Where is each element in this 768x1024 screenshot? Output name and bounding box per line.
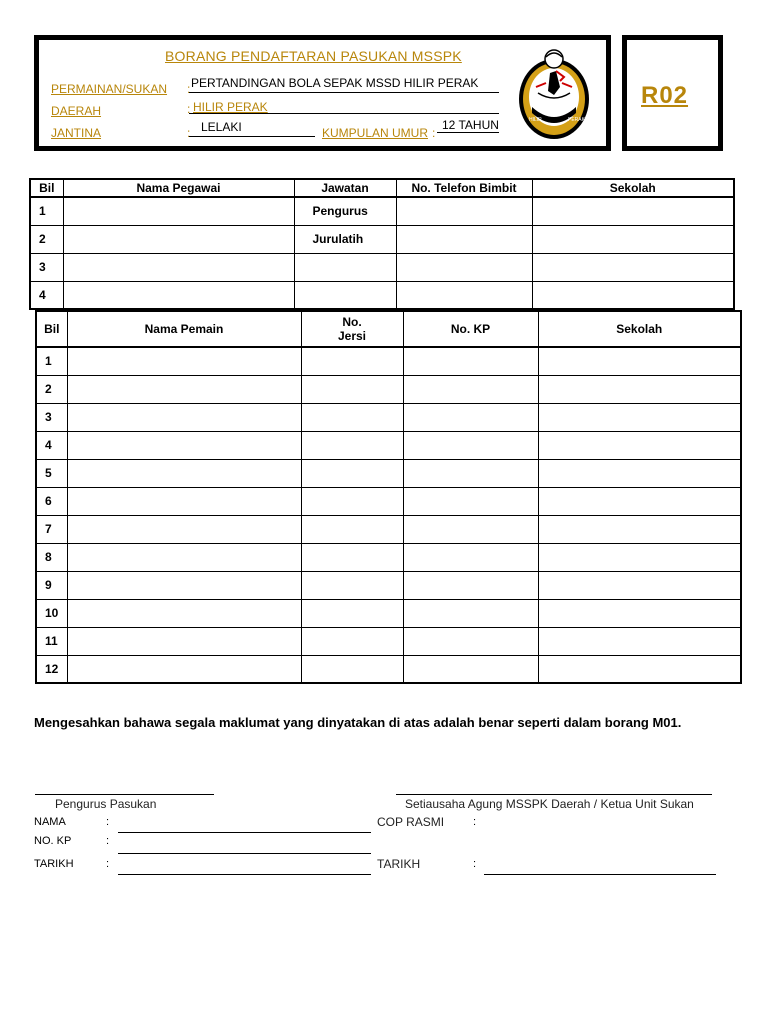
table-row — [30, 253, 734, 281]
jawatan-cell: Jurulatih — [294, 225, 396, 253]
colon: : — [106, 816, 110, 828]
sekolah-cell[interactable] — [532, 281, 734, 309]
row-number: 10 — [36, 599, 67, 627]
telefon-cell[interactable] — [396, 253, 532, 281]
no-jersi-cell[interactable] — [301, 543, 403, 571]
no-kp-cell[interactable] — [403, 403, 538, 431]
table-row — [36, 543, 741, 571]
header-sekolah: Sekolah — [532, 179, 734, 197]
colon: : — [187, 82, 191, 96]
colon: : — [106, 835, 110, 847]
confirmation-text: Mengesahkan bahawa segala maklumat yang dinyatakan di atas adalah benar seperti dalam borang M01. — [34, 715, 682, 730]
sekolah-cell[interactable] — [532, 225, 734, 253]
officials-table — [29, 178, 735, 310]
header-bil: Bil — [36, 311, 67, 347]
table-row — [36, 515, 741, 543]
no-kp-cell[interactable] — [403, 347, 538, 375]
telefon-cell[interactable] — [396, 197, 532, 225]
kumpulan-umur-value: 12 TAHUN — [442, 118, 499, 132]
nama-pemain-cell[interactable] — [67, 375, 301, 403]
no-kp-cell[interactable] — [403, 431, 538, 459]
row-number: 1 — [30, 197, 63, 225]
table-row — [30, 281, 734, 309]
row-number: 3 — [30, 253, 63, 281]
table-row — [30, 225, 734, 253]
nama-label: NAMA — [34, 816, 66, 828]
sekolah-cell[interactable] — [532, 253, 734, 281]
crest-text-left: HILIR — [529, 117, 542, 123]
signature-line-left — [35, 794, 214, 795]
nokp-label: NO. KP — [34, 835, 72, 847]
jantina-label: JANTINA — [51, 126, 102, 140]
nama-pemain-cell[interactable] — [67, 431, 301, 459]
form-code-box — [622, 35, 723, 151]
jantina-value: LELAKI — [201, 120, 242, 134]
table-row — [36, 431, 741, 459]
nama-pegawai-cell[interactable] — [63, 281, 294, 309]
table-header-row — [30, 179, 734, 197]
jawatan-cell: Pengurus — [294, 197, 396, 225]
sekolah-cell[interactable] — [538, 403, 741, 431]
no-kp-cell[interactable] — [403, 627, 538, 655]
header-nama-pegawai: Nama Pegawai — [63, 179, 294, 197]
form-code: R02 — [641, 82, 689, 109]
no-jersi-cell[interactable] — [301, 599, 403, 627]
tarikh-field-right[interactable] — [484, 874, 716, 875]
nokp-field[interactable] — [118, 853, 371, 854]
no-jersi-cell[interactable] — [301, 515, 403, 543]
daerah-label: DAERAH — [51, 104, 102, 118]
row-number: 1 — [36, 347, 67, 375]
colon: : — [473, 858, 477, 870]
form-title: BORANG PENDAFTARAN PASUKAN MSSPK — [165, 48, 462, 64]
row-number: 6 — [36, 487, 67, 515]
nama-pemain-cell[interactable] — [67, 571, 301, 599]
header-jawatan: Jawatan — [294, 179, 396, 197]
sekolah-cell[interactable] — [538, 459, 741, 487]
nama-pemain-cell[interactable] — [67, 515, 301, 543]
table-row — [36, 487, 741, 515]
no-kp-cell[interactable] — [403, 599, 538, 627]
nama-pemain-cell[interactable] — [67, 487, 301, 515]
tarikh-label-left: TARIKH — [34, 858, 74, 870]
table-row — [36, 375, 741, 403]
nama-pegawai-cell[interactable] — [63, 197, 294, 225]
sekolah-cell[interactable] — [538, 375, 741, 403]
colon: : — [473, 816, 477, 828]
sekolah-cell[interactable] — [538, 431, 741, 459]
header-nama-pemain: Nama Pemain — [67, 311, 301, 347]
no-jersi-cell[interactable] — [301, 487, 403, 515]
no-kp-cell[interactable] — [403, 487, 538, 515]
colon: : — [187, 126, 191, 140]
no-kp-cell[interactable] — [403, 655, 538, 683]
row-number: 2 — [30, 225, 63, 253]
row-number: 2 — [36, 375, 67, 403]
nama-pemain-cell[interactable] — [67, 655, 301, 683]
no-jersi-cell[interactable] — [301, 431, 403, 459]
row-number: 4 — [30, 281, 63, 309]
telefon-cell[interactable] — [396, 225, 532, 253]
table-row — [36, 459, 741, 487]
row-number: 5 — [36, 459, 67, 487]
table-row — [36, 627, 741, 655]
sekolah-cell[interactable] — [538, 543, 741, 571]
table-row — [36, 655, 741, 683]
table-row — [36, 599, 741, 627]
sekolah-cell[interactable] — [538, 487, 741, 515]
header-sekolah: Sekolah — [538, 311, 741, 347]
nama-pegawai-cell[interactable] — [63, 225, 294, 253]
sekolah-cell[interactable] — [538, 627, 741, 655]
crest-text-right: PERAK — [568, 117, 585, 123]
colon: : — [106, 858, 110, 870]
colon: : — [432, 126, 436, 140]
nama-pemain-cell[interactable] — [67, 403, 301, 431]
no-jersi-cell[interactable] — [301, 571, 403, 599]
header-no-kp: No. KP — [403, 311, 538, 347]
no-kp-cell[interactable] — [403, 515, 538, 543]
row-number: 7 — [36, 515, 67, 543]
row-number: 4 — [36, 431, 67, 459]
row-number: 3 — [36, 403, 67, 431]
sekolah-cell[interactable] — [532, 197, 734, 225]
signature-line-right — [396, 794, 712, 795]
sekolah-cell[interactable] — [538, 599, 741, 627]
table-row — [36, 403, 741, 431]
no-jersi-cell[interactable] — [301, 655, 403, 683]
nama-pemain-cell[interactable] — [67, 347, 301, 375]
no-jersi-cell[interactable] — [301, 347, 403, 375]
kumpulan-umur-label: KUMPULAN UMUR — [322, 126, 429, 140]
table-row — [36, 571, 741, 599]
sekolah-cell[interactable] — [538, 655, 741, 683]
jawatan-cell[interactable] — [294, 253, 396, 281]
telefon-cell[interactable] — [396, 281, 532, 309]
table-header-row — [36, 311, 741, 347]
row-number: 11 — [36, 627, 67, 655]
cop-rasmi-label: COP RASMI — [377, 815, 445, 829]
sekolah-cell[interactable] — [538, 515, 741, 543]
row-number: 8 — [36, 543, 67, 571]
nama-pemain-cell[interactable] — [67, 459, 301, 487]
players-table — [35, 310, 742, 684]
header-bil: Bil — [30, 179, 63, 197]
crest-logo — [516, 47, 592, 143]
daerah-value: HILIR PERAK — [193, 100, 268, 114]
permainan-label: PERMAINAN/SUKAN — [51, 82, 168, 96]
no-jersi-cell[interactable] — [301, 459, 403, 487]
jawatan-cell[interactable] — [294, 281, 396, 309]
table-row — [36, 347, 741, 375]
nama-pegawai-cell[interactable] — [63, 253, 294, 281]
pengurus-title: Pengurus Pasukan — [55, 797, 157, 811]
no-jersi-cell[interactable] — [301, 375, 403, 403]
nama-pemain-cell[interactable] — [67, 627, 301, 655]
tarikh-field-left[interactable] — [118, 874, 371, 875]
colon: : — [187, 102, 191, 116]
nama-field[interactable] — [118, 832, 371, 833]
sekolah-cell[interactable] — [538, 571, 741, 599]
header-no-jersi: No. Jersi — [301, 311, 403, 347]
sekolah-cell[interactable] — [538, 347, 741, 375]
setiausaha-title: Setiausaha Agung MSSPK Daerah / Ketua Unit Sukan — [405, 797, 694, 811]
row-number: 9 — [36, 571, 67, 599]
header-telefon: No. Telefon Bimbit — [396, 179, 532, 197]
permainan-value: PERTANDINGAN BOLA SEPAK MSSD HILIR PERAK — [191, 76, 479, 90]
nama-pemain-cell[interactable] — [67, 599, 301, 627]
nama-pemain-cell[interactable] — [67, 543, 301, 571]
no-kp-cell[interactable] — [403, 375, 538, 403]
no-jersi-cell[interactable] — [301, 403, 403, 431]
table-row — [30, 197, 734, 225]
row-number: 12 — [36, 655, 67, 683]
no-jersi-cell[interactable] — [301, 627, 403, 655]
no-kp-cell[interactable] — [403, 571, 538, 599]
no-kp-cell[interactable] — [403, 459, 538, 487]
tarikh-label-right: TARIKH — [377, 857, 421, 871]
no-kp-cell[interactable] — [403, 543, 538, 571]
